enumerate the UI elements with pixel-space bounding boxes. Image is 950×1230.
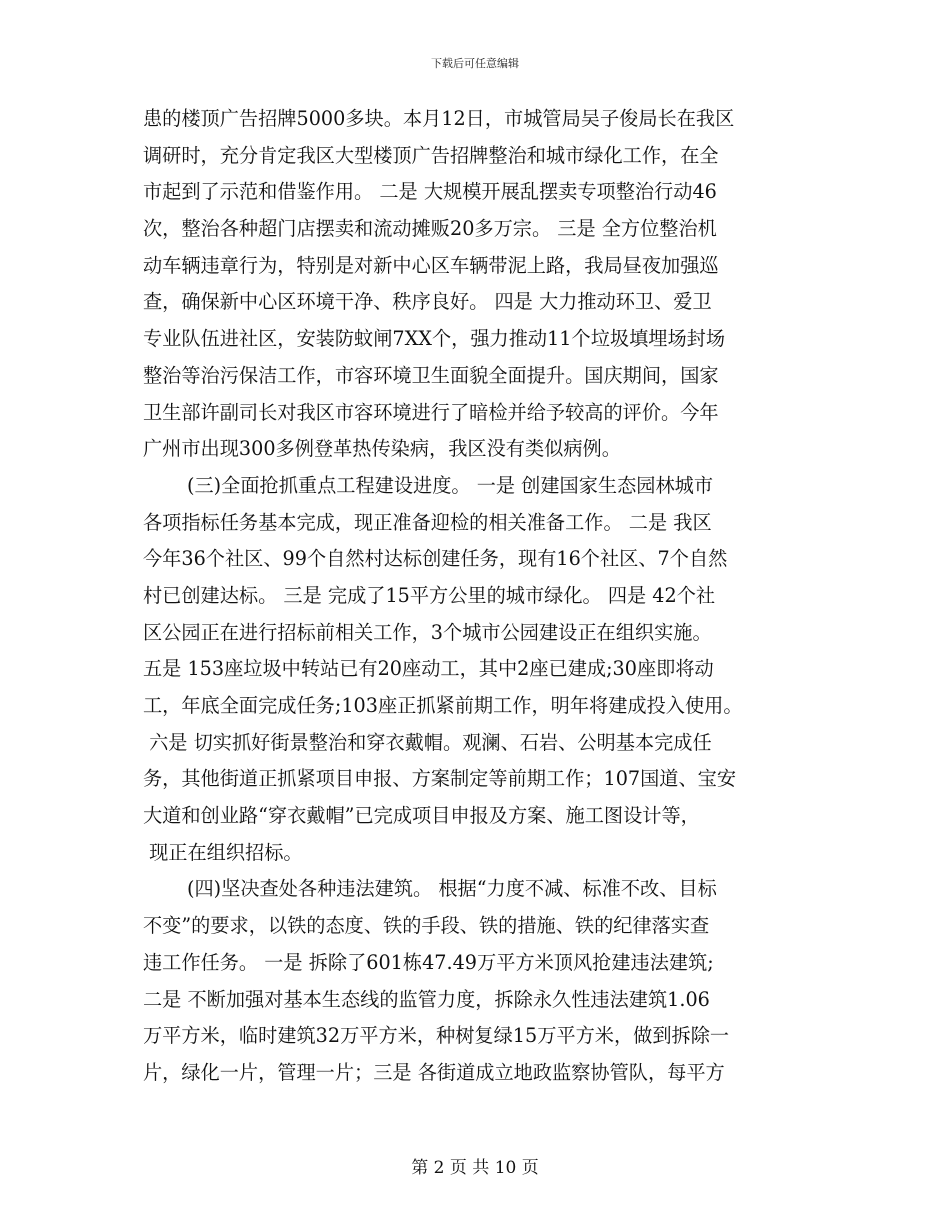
text-line: 不变”的要求，以铁的态度、铁的手段、铁的措施、铁的纪律落实查 bbox=[143, 914, 710, 938]
text-line: 各项指标任务基本完成，现正准备迎检的相关准备工作。 二是 我区 bbox=[143, 510, 712, 534]
text-line: 专业队伍进社区，安装防蚊闸7XX个，强力推动11个垃圾填埋场封场 bbox=[143, 327, 726, 351]
paragraph-start-line: (三)全面抢抓重点工程建设进度。 一是 创建国家生态园林城市 bbox=[187, 473, 714, 497]
text-line: 违工作任务。 一是 拆除了601栋47.49万平方米顶风抢建违法建筑; bbox=[143, 950, 714, 974]
page-footer: 第 2 页 共 10 页 bbox=[411, 1158, 539, 1178]
text-line: 区公园正在进行招标前相关工作，3个城市公园建设正在组织实施。 bbox=[143, 620, 712, 644]
text-line: 务，其他街道正抓紧项目申报、方案制定等前期工作；107国道、宝安 bbox=[143, 767, 737, 791]
text-line: 患的楼顶广告招牌5000多块。本月12日，市城管局吴子俊局长在我区 bbox=[143, 107, 735, 130]
text-line: 整治等治污保洁工作，市容环境卫生面貌全面提升。国庆期间，国家 bbox=[143, 363, 719, 387]
text-line: 二是 不断加强对基本生态线的监管力度，拆除永久性违法建筑1.06 bbox=[143, 987, 710, 1011]
text-line: 次，整治各种超门店摆卖和流动摊贩20多万宗。 三是 全方位整治机 bbox=[143, 217, 717, 241]
text-line: 万平方米，临时建筑32万平方米，种树复绿15万平方米，做到拆除一 bbox=[143, 1024, 730, 1048]
text-line: 六是 切实抓好街景整治和穿衣戴帽。观澜、石岩、公明基本完成任 bbox=[143, 730, 712, 754]
text-line: 现正在组织招标。 bbox=[143, 840, 303, 864]
text-line: 卫生部许副司长对我区市容环境进行了暗检并给予较高的评价。今年 bbox=[143, 400, 719, 424]
text-line: 村已创建达标。 三是 完成了15平方公里的城市绿化。 四是 42个社 bbox=[143, 583, 716, 607]
text-line: 工，年底全面完成任务;103座正抓紧前期工作，明年将建成投入使用。 bbox=[143, 694, 743, 717]
paragraph-start-line: (四)坚决查处各种违法建筑。 根据“力度不减、标准不改、目标 bbox=[187, 877, 717, 901]
text-line: 动车辆违章行为，特别是对新中心区车辆带泥上路，我局昼夜加强巡 bbox=[143, 253, 719, 277]
text-line: 大道和创业路“穿衣戴帽”已完成项目申报及方案、施工图设计等， bbox=[143, 804, 700, 828]
body-text bbox=[143, 101, 813, 1092]
text-line: 片，绿化一片，管理一片；三是 各街道成立地政监察协管队，每平方 bbox=[143, 1060, 725, 1084]
text-line: 五是 153座垃圾中转站已有20座动工，其中2座已建成;30座即将动 bbox=[143, 657, 714, 681]
text-line: 查，确保新中心区环境干净、秩序良好。 四是 大力推动环卫、爱卫 bbox=[143, 290, 712, 314]
text-line: 市起到了示范和借鉴作用。 二是 大规模开展乱摆卖专项整治行动46 bbox=[143, 180, 717, 204]
page-header: 下载后可任意编辑 bbox=[431, 57, 519, 70]
text-line: 广州市出现300多例登革热传染病，我区没有类似病例。 bbox=[143, 437, 621, 461]
text-line: 今年36个社区、99个自然村达标创建任务，现有16个社区、7个自然 bbox=[143, 547, 728, 571]
text-line: 调研时，充分肯定我区大型楼顶广告招牌整治和城市绿化工作，在全 bbox=[143, 143, 719, 167]
